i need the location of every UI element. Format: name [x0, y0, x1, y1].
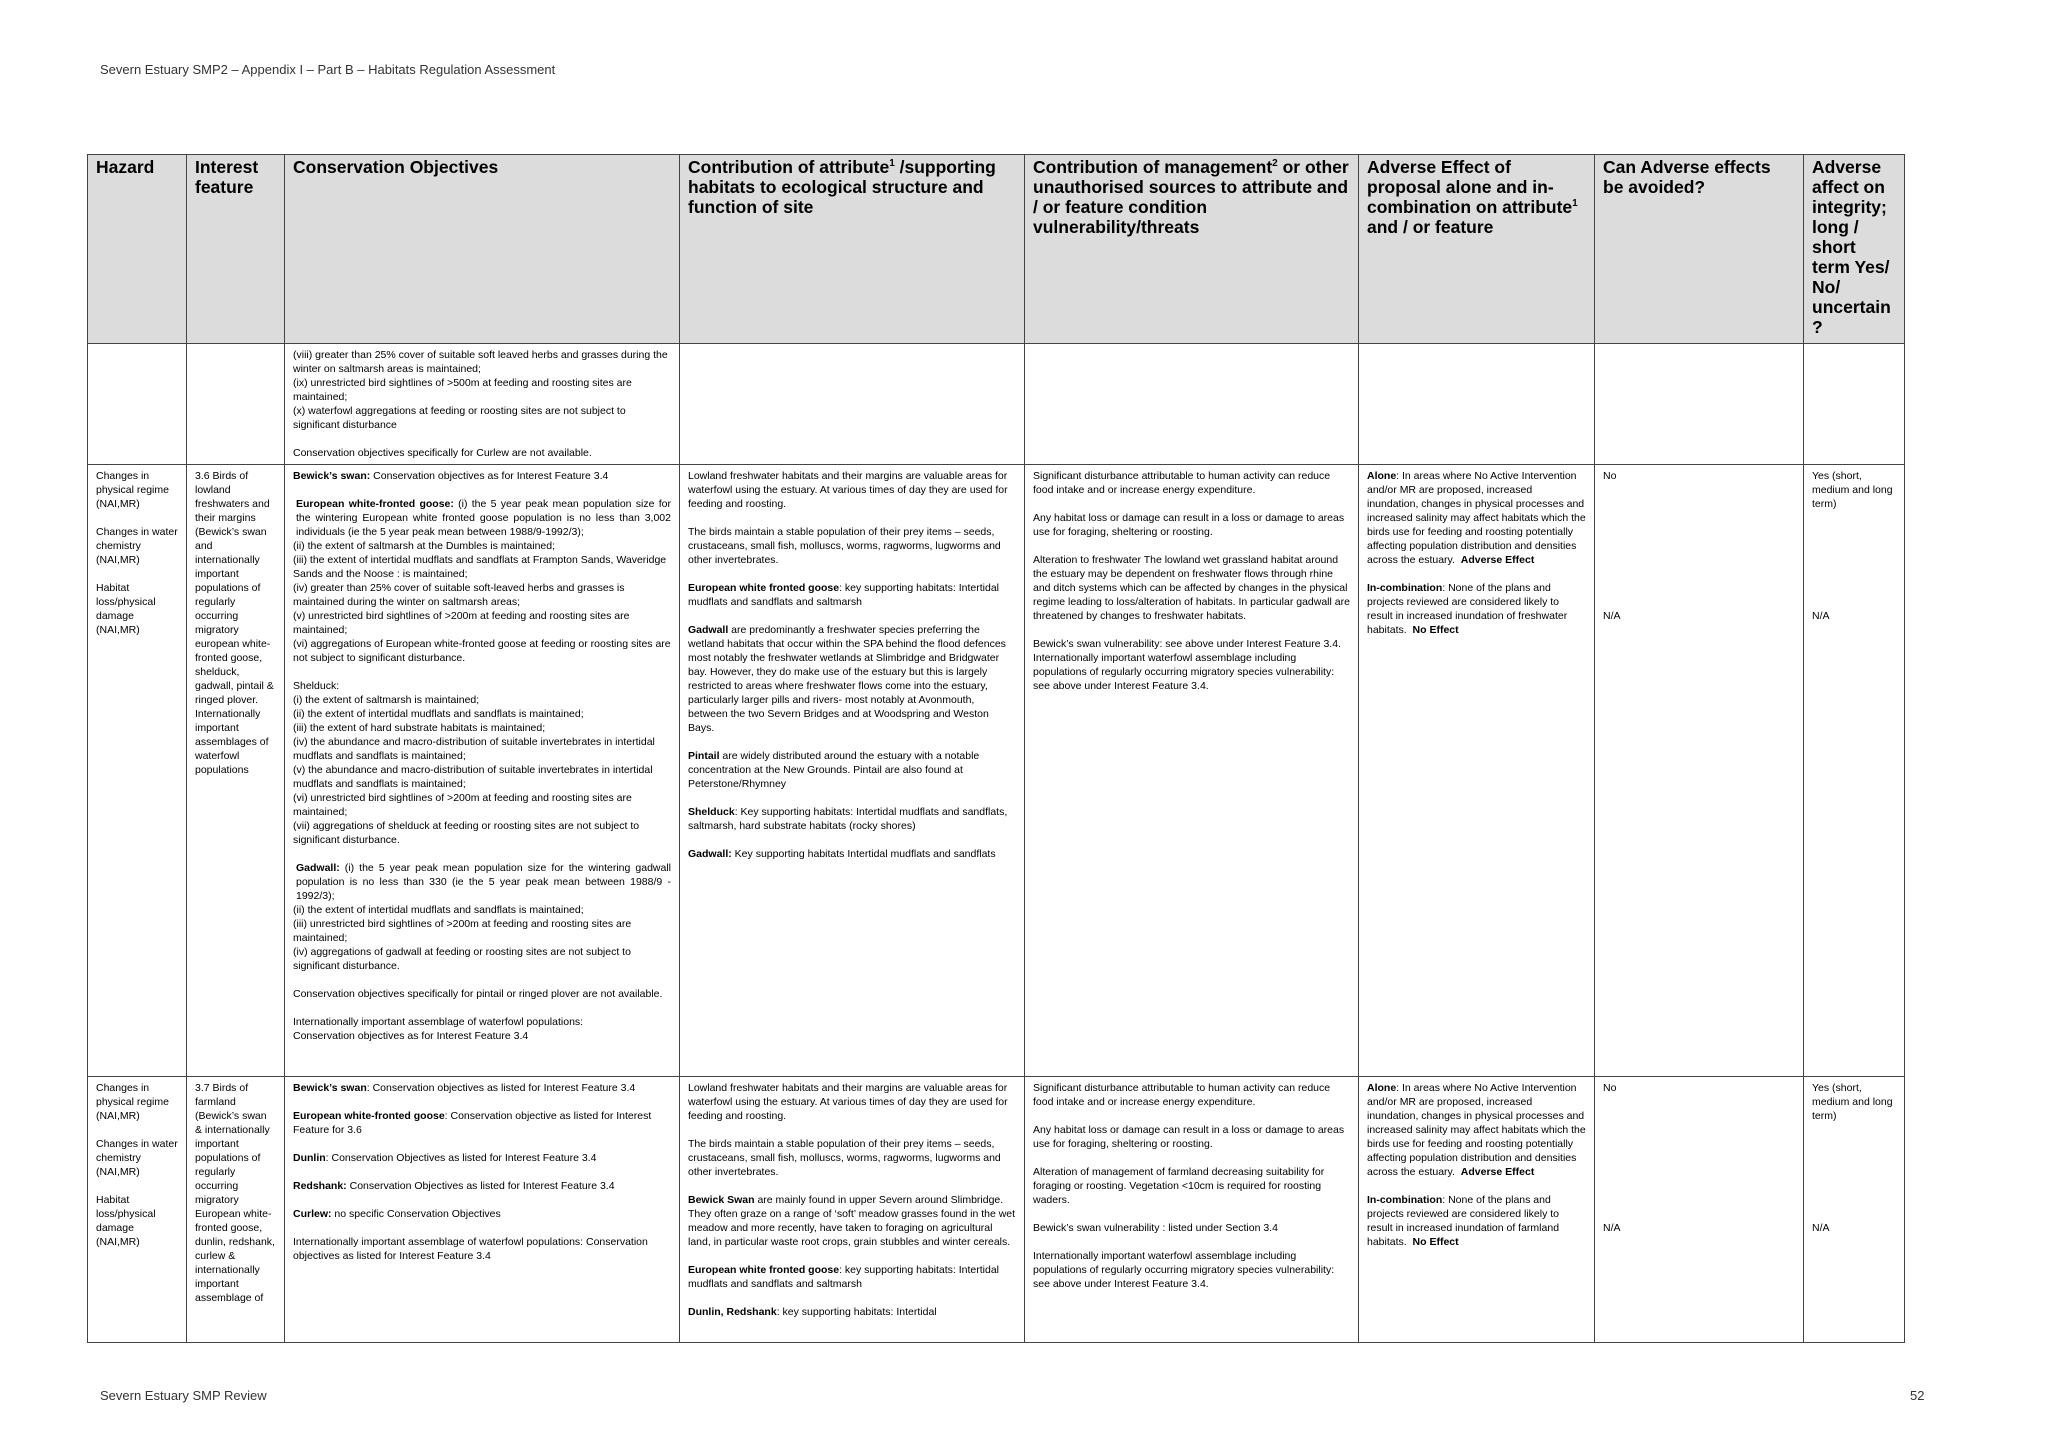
cell-integrity: Yes (short, medium and long term) N/A [1804, 465, 1905, 1077]
objective-line: (x) waterfowl aggregations at feeding or roosting sites are not subject to significant disturbance [293, 405, 626, 431]
table-row-3-6 [88, 465, 1905, 1077]
cell-management: Significant disturbance attributable to human activity can reduce food intake and or increase energy expenditure. Any habitat loss or damage can result in a loss or damage to areas use for foraging, sheltering or roosting. Alteration to freshwater The lowland wet grassland habitat around the estuary may be dependent on freshwater flows through rhine and ditch systems which can be affected by changes in the physical regime leading to loss/alteration of habitats. In particular gadwall are threatened by changes to freshwater habitats. Bewick’s swan vulnerability: see above under Interest Feature 3.4. Internationally important waterfowl assemblage including populations of regularly occurring migratory species vulnerability: see above under Interest Feature 3.4. [1025, 465, 1359, 1077]
cell-avoided: No N/A [1595, 465, 1804, 1077]
objective-line: Conservation objectives specifically for Curlew are not available. [293, 447, 592, 459]
objective-line: (ix) unrestricted bird sightlines of >500m at feeding and roosting sites are maintained; [293, 377, 632, 403]
hazard-item: Habitat loss/physical damage (NAI,MR) [96, 582, 156, 636]
header-row [88, 155, 1905, 344]
cell-contribution: Lowland freshwater habitats and their margins are valuable areas for waterfowl using the estuary. At various times of day they are used for feeding and roosting. The birds maintain a stable population of their prey items – seeds, crustaceans, small fish, molluscs, worms, ragworms, lugworms and other invertebrates. European white fronted goose: key supporting habitats: Intertidal mudflats and sandflats and saltmarsh Gadwall are predominantly a freshwater species preferring the wetland habitats that occur within the SPA behind the flood defences most notably the freshwater wetlands at Slimbridge and Bridgwater bay. However, they do make use of the estuary but this is largely restricted to areas where freshwater flows come into the estuary, particularly larger pills and rivers- most notably at Avonmouth, between the two Severn Bridges and at Woodspring and Weston Bays. Pintail are widely distributed around the estuary with a notable concentration at the New Grounds. Pintail are also found at Peterstone/Rhymney Shelduck: Key supporting habitats: Intertidal mudflats and sandflats, saltmarsh, hard substrate habitats (rocky shores) Gadwall: Key supporting habitats Intertidal mudflats and sandflats [680, 465, 1025, 1077]
cell-interest: 3.6 Birds of lowland freshwaters and their margins (Bewick’s swan and internationally important populations of regularly occurring migratory european white-fronted goose, shelduck, gadwall, pintail & ringed plover. Internationally important assemblages of waterfowl populations [187, 465, 285, 1077]
objective-gadwall: Gadwall: (i) the 5 year peak mean population size for the wintering gadwall population is no less than 330 (ie the 5 year peak mean between 1988/9 - 1992/3); [296, 862, 671, 902]
cell-hazard [88, 344, 187, 465]
hazard-item: Changes in physical regime (NAI,MR) [96, 470, 169, 510]
objective-shelduck: Shelduck: [293, 680, 340, 692]
cell-adverse [1359, 465, 1595, 1077]
adverse-in-combination: In-combination: None of the plans and projects reviewed are considered likely to result in increased inundation of freshwater habitats. No Effect [1367, 582, 1568, 636]
hazard-item: Habitat loss/physical damage (NAI,MR) [96, 1194, 156, 1248]
hra-table [87, 154, 1905, 1343]
col-interest-feature: Interest feature [187, 155, 285, 344]
objective-assemblage: Internationally important assemblage of waterfowl populations: [293, 1016, 584, 1028]
cell-management [1025, 344, 1359, 465]
col-can-be-avoided: Can Adverse effects be avoided? [1595, 155, 1804, 344]
cell-adverse [1359, 1077, 1595, 1343]
col-contribution-management: Contribution of management$^2$ or other unauthorised sources to attribute and / or feature condition vulnerability/threats [1025, 155, 1359, 344]
cell-integrity [1804, 344, 1905, 465]
cell-avoided [1595, 344, 1804, 465]
col-adverse-effect: Adverse Effect of proposal alone and in-combination on attribute$^1$ and / or feature [1359, 155, 1595, 344]
cell-management: Significant disturbance attributable to human activity can reduce food intake and or increase energy expenditure. Any habitat loss or damage can result in a loss or damage to areas use for foraging, sheltering or roosting. Alteration of management of farmland decreasing suitability for foraging or roosting. Vegetation <10cm is required for roosting waders. Bewick’s swan vulnerability : listed under Section 3.4 Internationally important waterfowl assemblage including populations of regularly occurring migratory species vulnerability: see above under Interest Feature 3.4. [1025, 1077, 1359, 1343]
hazard-item: Changes in water chemistry (NAI,MR) [96, 1138, 178, 1178]
col-contribution-attribute: Contribution of attribute$^1$ /supporting habitats to ecological structure and function of site [680, 155, 1025, 344]
cell-objectives: Bewick’s swan: Conservation objectives as listed for Interest Feature 3.4 European white-fronted goose: Conservation objective as listed for Interest Feature for 3.6 Dunlin: Conservation Objectives as listed for Interest Feature 3.4 Redshank: Conservation Objectives as listed for Interest Feature 3.4 Curlew: no specific Conservation Objectives Internationally important assemblage of waterfowl populations: Conservation objectives as listed for Interest Feature 3.4 [285, 1077, 680, 1343]
col-hazard: Hazard [88, 155, 187, 344]
col-conservation-objectives: Conservation Objectives [285, 155, 680, 344]
cell-interest [187, 344, 285, 465]
cell-objectives [285, 344, 680, 465]
page-footer: Severn Estuary SMP Review [100, 1388, 267, 1403]
adverse-alone: Alone: In areas where No Active Intervention and/or MR are proposed, increased inundation, changes in physical processes and increased salinity may affect habitats which the birds use for feeding and roosting potentially affecting population distribution and densities across the estuary. Adverse Effect [1367, 470, 1586, 566]
objective-line: (viii) greater than 25% cover of suitable soft leaved herbs and grasses during the winter on saltmarsh areas is maintained; [293, 349, 668, 375]
cell-objectives: Bewick’s swan: Conservation objectives as for Interest Feature 3.4 European white-fronted goose: (i) the 5 year peak mean population size for the wintering European white fronted goose population is no less than 3,002 individuals (ie the 5 year peak mean between 1988/9-1992/3); (ii) the extent of saltmarsh at the Dumbles is maintained; (iii) the extent of intertidal mudflats and sandflats at Frampton Sands, Waveridge Sands and the Noose : is maintained; (iv) greater than 25% cover of suitable soft-leaved herbs and grasses is maintained during the winter on saltmarsh areas; (v) unrestricted bird sightlines of >200m at feeding and roosting sites are maintained; (vi) aggregations of European white-fronted goose at feeding or roosting sites are not subject to significant disturbance. Shelduck: (i) the extent of saltmarsh is maintained; (ii) the extent of intertidal mudflats and sandflats is maintained; (iii) the extent of hard substrate habitats is maintained; (iv) the abundance and macro-distribution of suitable invertebrates in intertidal mudflats and sandflats is maintained; (v) the abundance and macro-distribution of suitable invertebrates in intertidal mudflats and sandflats is maintained; (vi) unrestricted bird sightlines of >200m at feeding and roosting sites are maintained; (vii) aggregations of shelduck at feeding or roosting sites are not subject to significant disturbance. Gadwall: (i) the 5 year peak mean population size for the wintering gadwall population is no less than 330 (ie the 5 year peak mean between 1988/9 - 1992/3); (ii) the extent of intertidal mudflats and sandflats is maintained; (iii) unrestricted bird sightlines of >200m at feeding and roosting sites are maintained; (iv) aggregations of gadwall at feeding or roosting sites are not subject to significant disturbance. Conservation objectives specifically for pintail or ringed plover are not available. Internationally important assemblage of waterfowl populations: Conservation objectives as for Interest Feature 3.4 [285, 465, 680, 1077]
cell-interest: 3.7 Birds of farmland (Bewick’s swan & internationally important populations of regularly occurring migratory European white-fronted goose, dunlin, redshank, curlew & internationally important assemblage of [187, 1077, 285, 1343]
cell-adverse [1359, 344, 1595, 465]
table-row-3-7 [88, 1077, 1905, 1343]
objective-bewick: Bewick’s swan: Conservation objectives as for Interest Feature 3.4 [293, 470, 609, 482]
objective-pintail: Conservation objectives specifically for pintail or ringed plover are not available. [293, 988, 663, 1000]
page-header: Severn Estuary SMP2 – Appendix I – Part B – Habitats Regulation Assessment [100, 62, 556, 77]
cell-hazard [88, 1077, 187, 1343]
cell-contribution [680, 344, 1025, 465]
hazard-item: Changes in physical regime (NAI,MR) [96, 1082, 169, 1122]
hazard-item: Changes in water chemistry (NAI,MR) [96, 526, 178, 566]
objective-ewfg: European white-fronted goose: (i) the 5 year peak mean population size for the wintering European white fronted goose population is no less than 3,002 individuals (ie the 5 year peak mean between 1988/9-1992/3); [296, 498, 671, 538]
adverse-alone: Alone: In areas where No Active Intervention and/or MR are proposed, increased inundation, changes in physical processes and increased salinity may affect habitats which the birds use for feeding and roosting potentially affecting population distribution and densities across the estuary. Adverse Effect [1367, 1082, 1586, 1178]
cell-integrity: Yes (short, medium and long term) N/A [1804, 1077, 1905, 1343]
cell-hazard [88, 465, 187, 1077]
page-number: 52 [1910, 1388, 1925, 1403]
adverse-in-combination: In-combination: None of the plans and projects reviewed are considered likely to result in increased inundation of farmland habitats. No Effect [1367, 1194, 1560, 1248]
col-integrity: Adverse affect on integrity; long / short term Yes/ No/ uncertain ? [1804, 155, 1905, 344]
table-row-continuation [88, 344, 1905, 465]
cell-contribution: Lowland freshwater habitats and their margins are valuable areas for waterfowl using the estuary. At various times of day they are used for feeding and roosting. The birds maintain a stable population of their prey items – seeds, crustaceans, small fish, molluscs, worms, ragworms, lugworms and other invertebrates. Bewick Swan are mainly found in upper Severn around Slimbridge. They often graze on a range of ‘soft’ meadow grasses found in the wet meadow and more recently, have taken to foraging on agricultural land, in particular waste root crops, grain stubbles and winter cereals. European white fronted goose: key supporting habitats: Intertidal mudflats and sandflats and saltmarsh Dunlin, Redshank: key supporting habitats: Intertidal [680, 1077, 1025, 1343]
cell-avoided: No N/A [1595, 1077, 1804, 1343]
